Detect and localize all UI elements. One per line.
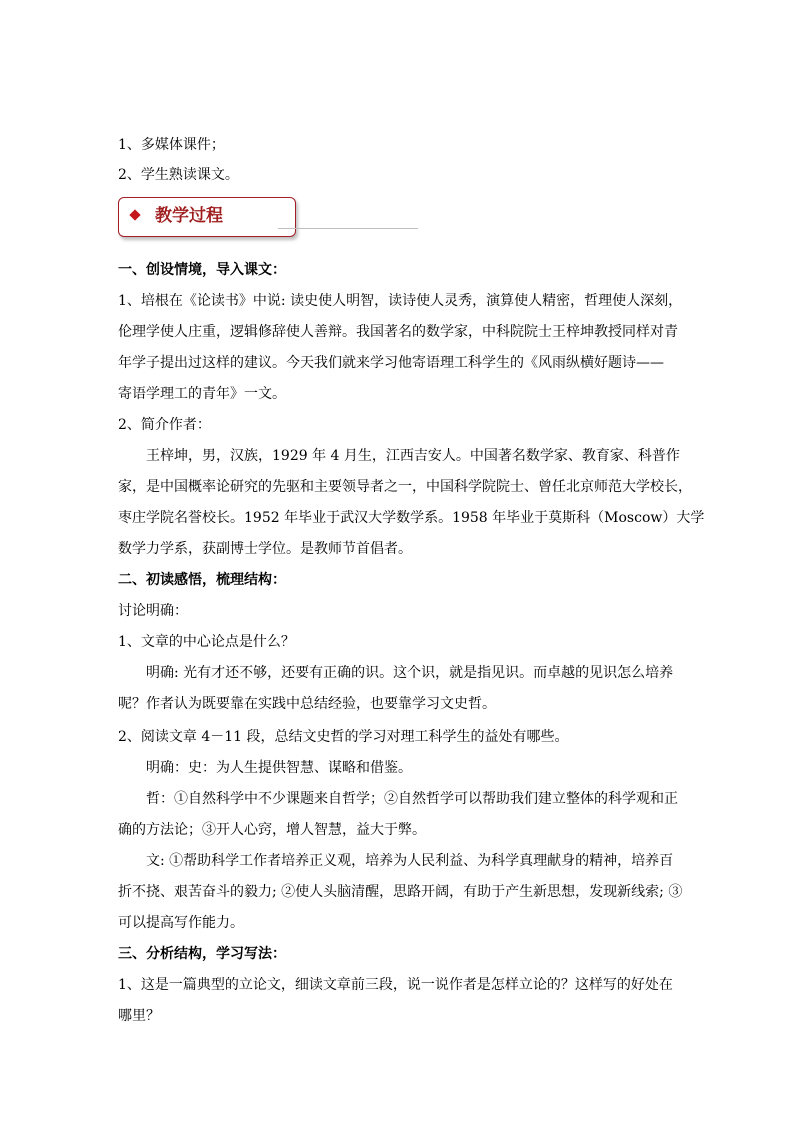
s1-p1-line-3: 年学子提出过这样的建议。今天我们就来学习他寄语理工科学生的《风雨纵横好题诗—— bbox=[118, 355, 664, 371]
s2-answer-3-line-2: 确的方法论；③开人心窍，增人智慧，益大于弊。 bbox=[118, 822, 426, 838]
s1-p3-line-1: 王梓坤，男，汉族，1929 年 4 月生，江西吉安人。中国著名数学家、教育家、科普作 bbox=[146, 448, 680, 464]
material-item-2: 2、学生熟读课文。 bbox=[118, 167, 239, 183]
s2-intro: 讨论明确： bbox=[118, 603, 188, 619]
section-3-heading: 三、分析结构，学习写法： bbox=[118, 946, 286, 962]
material-item-1: 1、多媒体课件； bbox=[118, 137, 225, 153]
s2-question-1: 1、文章的中心论点是什么？ bbox=[118, 634, 295, 650]
section-1-heading: 一、创设情境，导入课文： bbox=[118, 262, 286, 278]
s1-p3-line-2: 家，是中国概率论研究的先驱和主要领导者之一，中国科学院院士、曾任北京师范大学校长， bbox=[118, 479, 692, 495]
s3-question-1-line-1: 1、这是一篇典型的立论文，细读文章前三段，说一说作者是怎样立论的？这样写的好处在 bbox=[118, 977, 673, 993]
s1-p2: 2、简介作者： bbox=[118, 417, 211, 433]
s1-p1-line-2: 伦理学使人庄重，逻辑修辞使人善辩。我国著名的数学家，中科院院士王梓坤教授同样对青 bbox=[118, 324, 678, 340]
s3-question-1-line-2: 哪里？ bbox=[118, 1008, 160, 1024]
s2-answer-2: 明确：史：为人生提供智慧、谋略和借鉴。 bbox=[146, 760, 412, 776]
s2-answer-4-line-1: 文: ①帮助科学工作者培养正义观，培养为人民利益、为科学真理献身的精神，培养百 bbox=[146, 853, 674, 869]
s1-p1-line-1: 1、培根在《论读书》中说: 读史使人明智，读诗使人灵秀，演算使人精密，哲理使人深刻， bbox=[118, 293, 683, 309]
s1-p3-line-4: 数学力学系，获副博士学位。是教师节首倡者。 bbox=[118, 541, 412, 557]
section-title-box bbox=[118, 197, 296, 237]
s2-answer-1-line-2: 呢？作者认为既要靠在实践中总结经验，也要靠学习文史哲。 bbox=[118, 696, 496, 712]
section-2-heading: 二、初读感悟，梳理结构： bbox=[118, 572, 286, 588]
section-title: 教学过程 bbox=[155, 206, 223, 226]
s2-question-2: 2、阅读文章 4－11 段，总结文史哲的学习对理工科学生的益处有哪些。 bbox=[118, 729, 569, 745]
diamond-bullet-icon bbox=[129, 209, 140, 220]
s2-answer-3-line-1: 哲：①自然科学中不少课题来自哲学；②自然哲学可以帮助我们建立整体的科学观和正 bbox=[146, 791, 678, 807]
s1-p3-line-3: 枣庄学院名誉校长。1952 年毕业于武汉大学数学系。1958 年毕业于莫斯科（Moscow）大学 bbox=[118, 510, 705, 526]
s1-p1-line-4: 寄语学理工的青年》一文。 bbox=[118, 386, 286, 402]
section-title-underline bbox=[278, 228, 418, 229]
s2-answer-4-line-2: 折不挠、艰苦奋斗的毅力; ②使人头脑清醒，思路开阔，有助于产生新思想，发现新线索; ③ bbox=[118, 884, 683, 900]
s2-answer-4-line-3: 可以提高写作能力。 bbox=[118, 915, 244, 931]
s2-answer-1-line-1: 明确: 光有才还不够，还要有正确的识。这个识，就是指见识。而卓越的见识怎么培养 bbox=[146, 665, 674, 681]
